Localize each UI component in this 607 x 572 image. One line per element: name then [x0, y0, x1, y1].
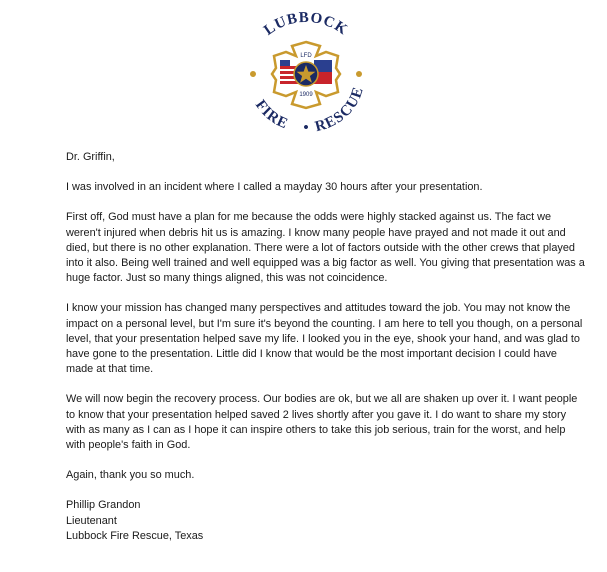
- svg-text:LUBBOCK: [261, 12, 351, 39]
- logo-right-dot-icon: [356, 71, 362, 77]
- svg-text:FIRE: [252, 97, 291, 132]
- logo-badge-year: 1909: [299, 92, 313, 98]
- logo-badge-top: LFD: [300, 53, 312, 59]
- salutation: Dr. Griffin,: [66, 151, 115, 163]
- paragraph-3: I know your mission has changed many perspectives and attitudes toward the job. You may not know the impact on a personal level, but I'm sure it's beyond the counting. I am here to tell you though, on a personal level, that your presentation helped save my life. I looked you in the eye, shook your hand, and was glad to have gone to the presentation. Little did I know that would be the most important decision I could have made at that time.: [66, 302, 583, 376]
- logo-left-dot-icon: [250, 71, 256, 77]
- logo-bottom-left-text: FIRE: [251, 97, 291, 133]
- logo-top-text: LUBBOCK: [261, 12, 351, 39]
- lubbock-fire-rescue-logo: [236, 12, 376, 134]
- closing: Again, thank you so much.: [66, 469, 195, 482]
- signature-org: Lubbock Fire Rescue, Texas: [66, 529, 204, 542]
- paragraph-2: First off, God must have a plan for me because the odds were highly stacked against us. The fact we weren't injured when debris hit us is amazing. I know many people have prayed and not made it out and died, but there is no other explanation. There were a lot of factors outside with the other crews that played into it also. Being well trained and well equipped was a big factor as well. You giving that presentation was a huge factor. Just so many things aligned, this was not coincidence.: [66, 211, 585, 285]
- logo-separator: •: [303, 120, 309, 134]
- signature-name: Phillip Grandon: [66, 499, 141, 512]
- logo-bottom-right-text: RESCUE: [313, 84, 368, 134]
- paragraph-1: I was involved in an incident where I called a mayday 30 hours after your presentation.: [66, 181, 483, 194]
- maltese-cross-icon: [272, 42, 340, 108]
- letter-body: [66, 150, 586, 544]
- svg-text:•: [303, 120, 308, 134]
- paragraph-4: We will now begin the recovery process. Our bodies are ok, but we all are shaken up over it. I want people to know that your presentation helped saved 2 lives shortly after you gave it. I do want to share my story with as many as I can as I hope it can inspire others to take this job serious, train for the worst, and help with people's faith in God.: [66, 393, 578, 452]
- signature-title: Lieutenant: [66, 514, 117, 527]
